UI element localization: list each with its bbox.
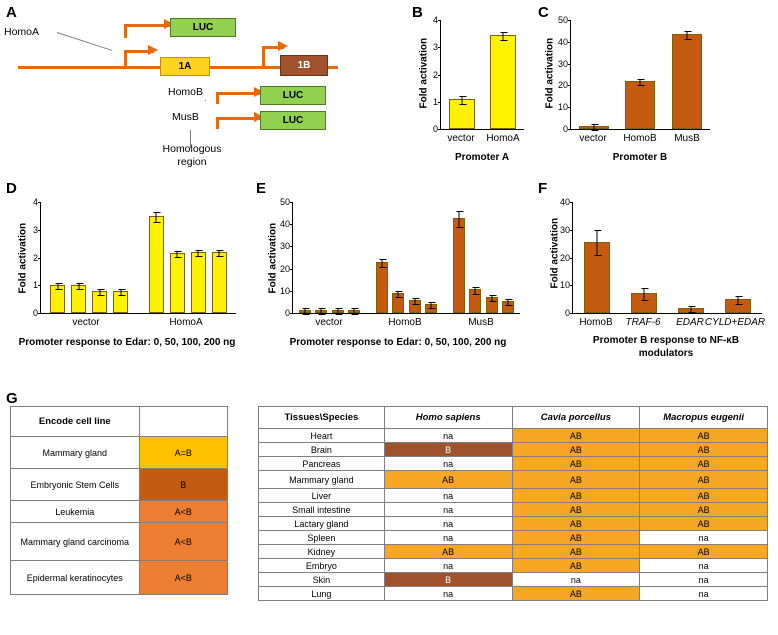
tissue-6: Lactary gland (259, 517, 385, 531)
label-homoa: HomoA (4, 26, 40, 38)
table-row (259, 517, 768, 531)
table-header-row (11, 407, 228, 437)
axis-label-x-b: Promoter A (454, 152, 510, 163)
promoter-a-arrowhead-icon (148, 43, 162, 59)
bar-e-musb-0 (453, 218, 465, 313)
table-row (11, 469, 228, 501)
cell-9-1: AB (512, 559, 640, 573)
chart-panel-d (6, 188, 246, 373)
label-homob: HomoB (168, 86, 204, 98)
panel-letter-c: C (538, 4, 549, 21)
bar-slot-e-homob-0 (374, 202, 390, 313)
xcat-b-0: vector (447, 133, 475, 144)
ytick-c-5: 50 (557, 15, 568, 25)
errorbar-d-homoa-1 (177, 251, 178, 258)
cell-2-0: na (384, 457, 512, 471)
chart-panel-b (412, 8, 530, 173)
ytick-b-3: 3 (432, 42, 438, 53)
ytick-f-1: 10 (559, 280, 570, 291)
xcat-c-0: vector (579, 133, 607, 144)
errorbar-c-vector (594, 124, 595, 131)
panel-letter-e: E (256, 180, 267, 197)
ytick-f-3: 30 (559, 224, 570, 235)
cell-11-1: AB (512, 587, 640, 601)
bar-slot-f-cyld (715, 202, 762, 313)
xcat-c-1: HomoB (623, 133, 657, 144)
promoter-b-arrowhead-icon (278, 39, 292, 55)
axis-label-x-c: Promoter B (612, 152, 668, 163)
cell-1-1: AB (512, 443, 640, 457)
errorbar-d-homoa-2 (198, 250, 199, 257)
ytick-d-4: 4 (32, 197, 38, 207)
homoa-leader-line (57, 32, 112, 51)
luc-reporter-musb: LUC (260, 111, 326, 130)
bar-d-homoa-0 (149, 216, 164, 313)
bar-e-musb-1 (469, 289, 481, 313)
species-header-cavia-porcellus: Cavia porcellus (512, 407, 640, 429)
bar-e-vector-3 (348, 310, 360, 313)
tissue-1: Brain (259, 443, 385, 457)
bar-slot-d-vector-1 (68, 202, 89, 313)
errorbar-e-musb-2 (491, 295, 492, 302)
errorbar-e-homob-1 (398, 291, 399, 298)
bar-b-homoa (490, 35, 516, 129)
table-row (259, 489, 768, 503)
table-row (259, 503, 768, 517)
errorbar-e-musb-0 (459, 211, 460, 228)
encode-cell-line-2: Leukemia (11, 501, 140, 523)
axis-label-x-d: Promoter response to Edar: 0, 50, 100, 200 ng (18, 337, 236, 348)
bar-e-vector-2 (332, 310, 344, 313)
species-header-tissues: Tissues\Species (259, 407, 385, 429)
cell-8-1: AB (512, 545, 640, 559)
errorbar-f-homob (596, 230, 597, 256)
cell-6-1: AB (512, 517, 640, 531)
cell-4-0: na (384, 489, 512, 503)
table-row (259, 443, 768, 457)
tissue-0: Heart (259, 429, 385, 443)
xcat-e-homob: HomoB (388, 317, 422, 328)
errorbar-e-vector-3 (353, 308, 354, 315)
bar-f-homob (584, 242, 610, 313)
bar-e-homob-3 (425, 304, 437, 313)
cell-9-2: na (640, 559, 768, 573)
bar-e-vector-1 (315, 310, 327, 313)
bar-f-traf6 (631, 293, 657, 313)
bar-slot-f-edar (668, 202, 715, 313)
tissue-8: Kidney (259, 545, 385, 559)
panel-letter-f: F (538, 180, 548, 197)
table-header-row (259, 407, 768, 429)
bar-slot-d-vector-3 (110, 202, 131, 313)
ytick-f-4: 40 (559, 197, 570, 207)
bar-slot-e-musb-2 (484, 202, 500, 313)
tissue-11: Lung (259, 587, 385, 601)
luc-reporter-homoa: LUC (170, 18, 236, 37)
ytick-d-2: 2 (32, 252, 38, 263)
table-row (11, 501, 228, 523)
cell-7-1: AB (512, 531, 640, 545)
bar-slot-e-musb-1 (467, 202, 483, 313)
errorbar-e-vector-0 (305, 308, 306, 315)
bar-d-vector-1 (71, 285, 86, 313)
table-row (11, 561, 228, 595)
bar-slot-e-vector-2 (330, 202, 346, 313)
tissue-9: Embryo (259, 559, 385, 573)
axis-label-x-f: Promoter B response to NF-κB modulators (592, 335, 740, 359)
xcat-d-vector: vector (72, 317, 100, 328)
table-row (259, 545, 768, 559)
encode-value-3: A<B (139, 523, 227, 561)
xcat-f-0: HomoB (579, 317, 613, 328)
bar-slot-d-homoa-1 (167, 202, 188, 313)
bar-d-homoa-2 (191, 252, 206, 313)
plot-area-b (432, 15, 524, 134)
bar-slot-e-musb-3 (500, 202, 516, 313)
label-homologous-region-line1: Homologous (162, 143, 222, 155)
ytick-c-4: 40 (557, 36, 568, 47)
errorbar-f-traf6 (643, 288, 644, 301)
bar-slot-d-homoa-3 (209, 202, 230, 313)
errorbar-b-vector (461, 96, 462, 105)
errorbar-c-homob (640, 79, 641, 86)
bar-slot-e-homob-2 (407, 202, 423, 313)
errorbar-e-homob-3 (430, 302, 431, 309)
cell-0-0: na (384, 429, 512, 443)
bar-slot-d-homoa-0 (146, 202, 167, 313)
label-musb: MusB (172, 111, 199, 123)
table-row (259, 573, 768, 587)
errorbar-f-cyld (738, 296, 739, 305)
axis-label-y-c: Fold activation (544, 37, 556, 109)
encode-cell-line-4: Epidermal keratinocytes (11, 561, 140, 595)
cell-1-0: B (384, 443, 512, 457)
ytick-e-0: 0 (284, 308, 290, 318)
ytick-c-0: 0 (562, 124, 568, 134)
cell-0-1: AB (512, 429, 640, 443)
bar-slot-e-vector-0 (297, 202, 313, 313)
tissue-4: Liver (259, 489, 385, 503)
cell-7-2: na (640, 531, 768, 545)
panel-letter-a: A (6, 4, 17, 21)
axis-label-x-e: Promoter response to Edar: 0, 50, 100, 200 ng (289, 337, 507, 348)
species-tissue-table-wrap (258, 406, 770, 601)
bar-c-musb (672, 34, 702, 129)
bar-slot-b-vector (441, 20, 483, 129)
axis-label-y-d: Fold activation (17, 222, 29, 294)
cell-6-2: AB (640, 517, 768, 531)
ytick-b-0: 0 (432, 124, 438, 134)
encode-value-2: A<B (139, 501, 227, 523)
table-row (259, 429, 768, 443)
encode-cell-line-0: Mammary gland (11, 437, 140, 469)
ytick-d-1: 1 (32, 280, 38, 291)
xcat-e-vector: vector (315, 317, 343, 328)
bar-slot-c-homob (617, 20, 663, 129)
errorbar-e-musb-1 (475, 287, 476, 295)
bar-slot-c-vector (571, 20, 617, 129)
errorbar-e-musb-3 (507, 299, 508, 306)
ytick-e-4: 40 (279, 219, 290, 230)
bar-c-homob (625, 81, 655, 129)
cell-3-0: AB (384, 471, 512, 489)
ytick-f-0: 0 (564, 308, 570, 318)
label-homologous-region-line2: region (177, 156, 207, 168)
tissue-2: Pancreas (259, 457, 385, 471)
bar-slot-d-vector-0 (47, 202, 68, 313)
bar-d-vector-3 (113, 291, 128, 313)
errorbar-e-homob-2 (414, 298, 415, 305)
xcat-b-1: HomoA (486, 133, 520, 144)
panel-letter-b: B (412, 4, 423, 21)
axis-label-y-e: Fold activation (267, 222, 279, 294)
exon-1b: 1B (280, 55, 328, 76)
bar-d-homoa-1 (170, 253, 185, 313)
tissue-5: Small intestine (259, 503, 385, 517)
cell-9-0: na (384, 559, 512, 573)
errorbar-e-vector-1 (321, 308, 322, 315)
bar-f-edar (678, 308, 704, 313)
encode-cell-line-table (10, 406, 228, 595)
promoter-diagram (0, 0, 400, 175)
bar-slot-d-homoa-2 (188, 202, 209, 313)
ytick-c-3: 30 (557, 58, 568, 69)
errorbar-c-musb (686, 31, 687, 40)
plot-area-d (32, 197, 236, 318)
bar-slot-e-vector-3 (346, 202, 362, 313)
errorbar-d-vector-1 (78, 283, 79, 290)
plot-area-e (279, 197, 520, 318)
bar-b-vector (449, 99, 475, 129)
cell-10-1: na (512, 573, 640, 587)
axis-label-y-f: Fold activation (549, 217, 561, 289)
cell-5-2: AB (640, 503, 768, 517)
errorbar-d-vector-0 (57, 283, 58, 290)
bar-d-homoa-3 (212, 252, 227, 313)
xcat-e-musb: MusB (468, 317, 494, 328)
cell-8-2: AB (640, 545, 768, 559)
cell-3-2: AB (640, 471, 768, 489)
table-row (11, 437, 228, 469)
spacer (205, 100, 206, 101)
luc-reporter-homob: LUC (260, 86, 326, 105)
xcat-f-1: TRAF-6 (625, 317, 661, 328)
bar-slot-e-vector-1 (313, 202, 329, 313)
errorbar-e-homob-0 (382, 259, 383, 268)
chart-panel-c (538, 8, 718, 173)
bar-c-vector (579, 126, 609, 129)
errorbar-b-homoa (503, 32, 504, 41)
table-row (259, 471, 768, 489)
xcat-f-3: CYLD+EDAR (704, 317, 766, 328)
encode-cell-line-1: Embryonic Stem Cells (11, 469, 140, 501)
species-header-macropus-eugenii: Macropus eugenii (640, 407, 768, 429)
table-row (259, 531, 768, 545)
ytick-c-1: 10 (557, 102, 568, 113)
encode-value-0: A=B (139, 437, 227, 469)
species-tissue-table (258, 406, 768, 601)
bar-slot-f-traf6 (620, 202, 667, 313)
ytick-e-5: 50 (279, 197, 290, 207)
bar-e-homob-1 (392, 293, 404, 313)
bar-slot-e-homob-1 (390, 202, 406, 313)
panel-letter-g: G (6, 390, 18, 407)
xcat-c-2: MusB (674, 133, 700, 144)
encode-value-4: A<B (139, 561, 227, 595)
ytick-b-1: 1 (432, 96, 438, 107)
xcat-f-2: EDAR (676, 317, 704, 328)
cell-6-0: na (384, 517, 512, 531)
ytick-c-2: 20 (557, 80, 568, 91)
errorbar-d-homoa-3 (219, 250, 220, 257)
exon-1a: 1A (160, 57, 210, 76)
cell-11-2: na (640, 587, 768, 601)
tissue-10: Skin (259, 573, 385, 587)
bar-d-vector-2 (92, 291, 107, 313)
bar-d-vector-0 (50, 285, 65, 313)
cell-2-1: AB (512, 457, 640, 471)
bar-slot-b-homoa (483, 20, 525, 129)
errorbar-f-edar (691, 306, 692, 313)
xcat-d-homoa: HomoA (169, 317, 203, 328)
species-header-homo-sapiens: Homo sapiens (384, 407, 512, 429)
table-row (259, 457, 768, 471)
errorbar-d-homoa-0 (156, 212, 157, 223)
bar-e-musb-2 (486, 297, 498, 313)
bar-slot-f-homob (573, 202, 620, 313)
bar-e-homob-2 (409, 300, 421, 313)
axis-label-y-b: Fold activation (418, 37, 430, 109)
encode-header-blank (139, 407, 227, 437)
bar-slot-d-vector-2 (89, 202, 110, 313)
errorbar-d-vector-2 (99, 289, 100, 296)
tissue-7: Spleen (259, 531, 385, 545)
panel-letter-d: D (6, 180, 17, 197)
ytick-e-1: 10 (279, 285, 290, 296)
bar-f-cyld (725, 299, 751, 313)
chart-panel-f (538, 188, 776, 373)
cell-3-1: AB (512, 471, 640, 489)
cell-11-0: na (384, 587, 512, 601)
cell-7-0: na (384, 531, 512, 545)
plot-area-c (557, 15, 710, 134)
bar-e-vector-0 (299, 310, 311, 313)
bar-slot-e-musb-0 (451, 202, 467, 313)
table-row (11, 523, 228, 561)
encode-header-cell-line: Encode cell line (11, 407, 140, 437)
cell-4-1: AB (512, 489, 640, 503)
ytick-e-2: 20 (279, 263, 290, 274)
ytick-d-3: 3 (32, 224, 38, 235)
plot-area-f (559, 197, 762, 318)
cell-10-2: na (640, 573, 768, 587)
cell-4-2: AB (640, 489, 768, 503)
bar-slot-e-homob-3 (423, 202, 439, 313)
table-row (259, 559, 768, 573)
bar-e-musb-3 (502, 301, 514, 313)
encode-cell-line-table-wrap (10, 406, 240, 595)
chart-panel-e (256, 188, 528, 373)
encode-value-1: B (139, 469, 227, 501)
cell-10-0: B (384, 573, 512, 587)
ytick-f-2: 20 (559, 252, 570, 263)
ytick-e-3: 30 (279, 241, 290, 252)
errorbar-e-vector-2 (337, 308, 338, 315)
cell-1-2: AB (640, 443, 768, 457)
cell-5-0: na (384, 503, 512, 517)
encode-cell-line-3: Mammary gland carcinoma (11, 523, 140, 561)
ytick-b-4: 4 (432, 15, 438, 25)
errorbar-d-vector-3 (120, 289, 121, 296)
promoter-b-arrow-stem (262, 46, 265, 68)
cell-0-2: AB (640, 429, 768, 443)
ytick-d-0: 0 (32, 308, 38, 318)
tissue-3: Mammary gland (259, 471, 385, 489)
bar-e-homob-0 (376, 262, 388, 313)
cell-8-0: AB (384, 545, 512, 559)
bar-slot-c-musb (664, 20, 710, 129)
table-row (259, 587, 768, 601)
cell-5-1: AB (512, 503, 640, 517)
cell-2-2: AB (640, 457, 768, 471)
ytick-b-2: 2 (432, 69, 438, 80)
